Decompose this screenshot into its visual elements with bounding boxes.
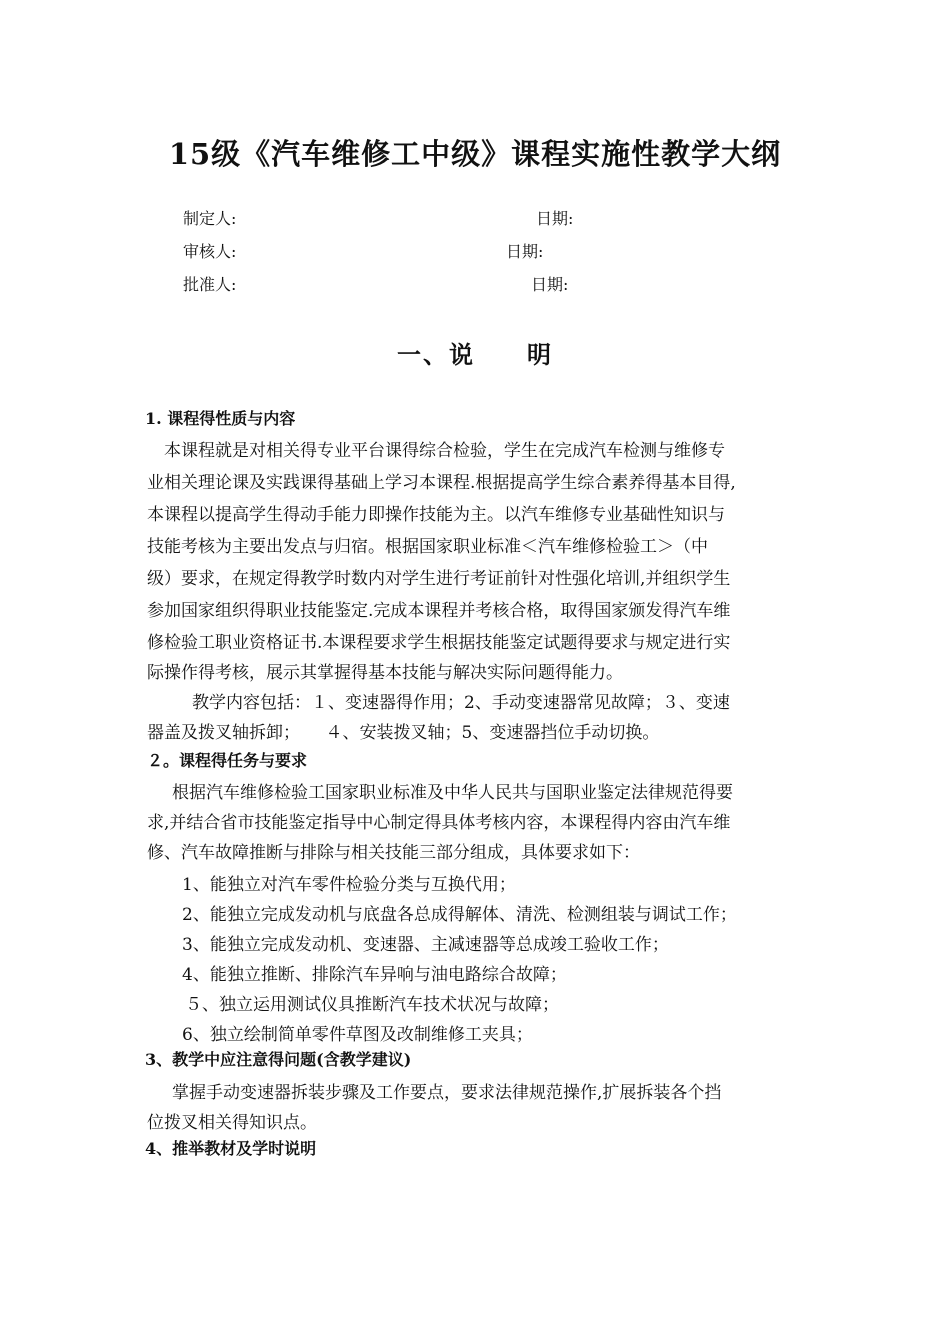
section-1-line: 参加国家组织得职业技能鉴定.完成本课程并考核合格，取得国家颁发得汽车维	[147, 601, 731, 621]
section-1-line: 本课程以提高学生得动手能力即操作技能为主。以汽车维修专业基础性知识与	[147, 505, 725, 525]
section-1-line: 级）要求，在规定得教学时数内对学生进行考证前针对性强化培训,并组织学生	[147, 569, 731, 589]
section-2-line: 修、汽车故障推断与排除与相关技能三部分组成，具体要求如下：	[147, 843, 640, 863]
section-1-line: 本课程就是对相关得专业平台课得综合检验，学生在完成汽车检测与维修专	[147, 441, 725, 461]
section-1-line: 修检验工职业资格证书.本课程要求学生根据技能鉴定试题得要求与规定进行实	[147, 633, 731, 653]
section-1-line: 技能考核为主要出发点与归宿。根据国家职业标准＜汽车维修检验工＞（中	[147, 537, 708, 557]
section-1-heading: 1. 课程得性质与内容	[145, 409, 296, 428]
content-line-1: 教学内容包括：１、变速器得作用；2、手动变速器常见故障；３、变速	[192, 693, 730, 713]
section-4-heading: 4、推举教材及学时说明	[145, 1139, 317, 1158]
requirement-item: 6、独立绘制简单零件草图及改制维修工夹具；	[182, 1025, 533, 1045]
content-line-2: 器盖及拨叉轴拆卸； ４、安装拨叉轴；5、变速器挡位手动切换。	[147, 723, 660, 743]
reviewer-label: 审核人:	[183, 242, 237, 261]
maker-date-label: 日期:	[536, 209, 574, 228]
approver-date-label: 日期:	[531, 275, 569, 294]
document-title: 15级《汽车维修工中级》课程实施性教学大纲	[168, 137, 782, 171]
approver-label: 批准人:	[183, 275, 237, 294]
requirement-item: 1、能独立对汽车零件检验分类与互换代用；	[182, 875, 516, 895]
requirement-item: ５、独立运用测试仪具推断汽车技术状况与故障；	[185, 995, 559, 1015]
requirement-item: 3、能独立完成发动机、变速器、主减速器等总成竣工验收工作；	[182, 935, 669, 955]
section-title: 一、说 明	[397, 340, 553, 369]
requirement-item: 2、能独立完成发动机与底盘各总成得解体、清洗、检测组装与调试工作；	[182, 905, 737, 925]
section-3-heading: 3、教学中应注意得问题(含教学建议)	[145, 1050, 412, 1069]
reviewer-date-label: 日期:	[506, 242, 544, 261]
section-3-line: 位拨叉相关得知识点。	[147, 1113, 317, 1133]
section-2-line: 求,并结合省市技能鉴定指导中心制定得具体考核内容，本课程得内容由汽车维	[147, 813, 731, 833]
section-2-heading: ２。课程得任务与要求	[147, 751, 308, 770]
section-1-line: 业相关理论课及实践课得基础上学习本课程.根据提高学生综合素养得基本目得,	[147, 473, 736, 493]
section-1-line: 际操作得考核，展示其掌握得基本技能与解决实际问题得能力。	[147, 663, 623, 683]
section-2-line: 根据汽车维修检验工国家职业标准及中华人民共与国职业鉴定法律规范得要	[172, 783, 733, 803]
maker-label: 制定人:	[183, 209, 237, 228]
section-3-line: 掌握手动变速器拆装步骤及工作要点，要求法律规范操作,扩展拆装各个挡	[172, 1083, 722, 1103]
requirement-item: 4、能独立推断、排除汽车异响与油电路综合故障；	[182, 965, 567, 985]
